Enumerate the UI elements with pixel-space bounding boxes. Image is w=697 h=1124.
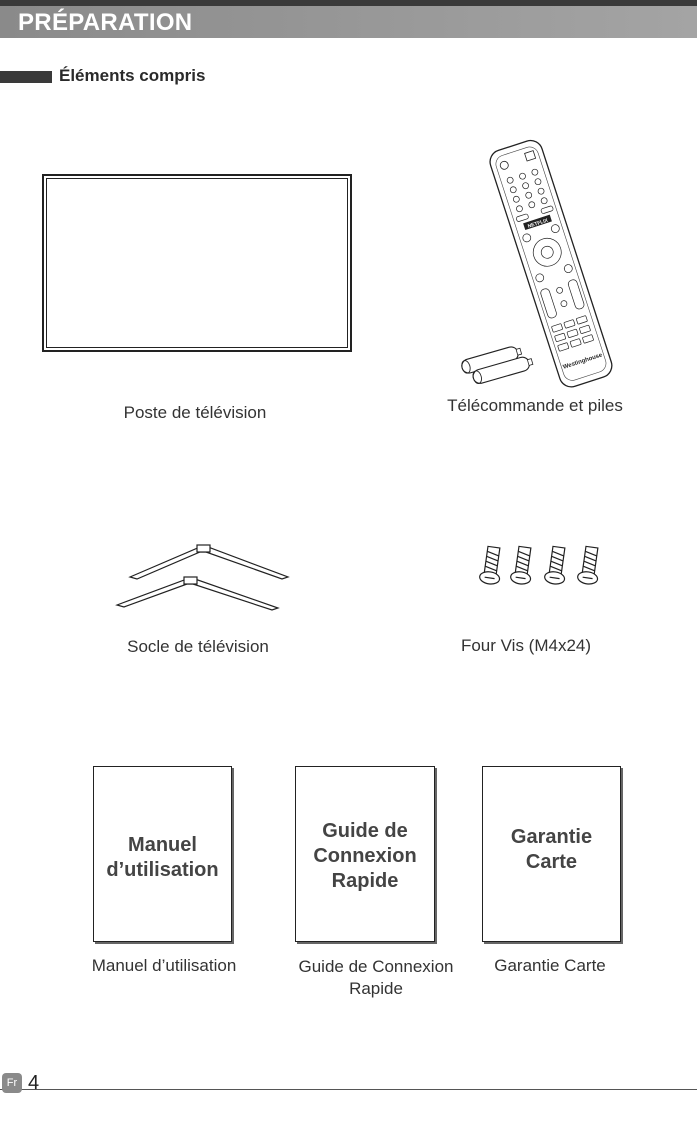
screw-icon [510, 546, 535, 585]
remote-netflix-label: NETFLIX [527, 217, 549, 230]
quick-guide-caption-line2: Rapide [349, 979, 403, 998]
footer-rule [0, 1089, 697, 1090]
screw-icon [577, 546, 602, 585]
quick-guide-cover-line3: Rapide [331, 870, 399, 892]
manual-cover-line1: Manuel [128, 834, 197, 856]
manual-booklet [93, 766, 232, 942]
screw-icon [544, 546, 569, 585]
remote-caption: Télécommande et piles [447, 396, 623, 415]
tv-caption: Poste de télévision [123, 403, 267, 422]
remote-brand-label: Westinghouse [562, 352, 604, 371]
manual-cover-line2: d’utilisation [106, 859, 219, 881]
quick-guide-caption [276, 956, 476, 1000]
page-number: 4 [28, 1072, 40, 1094]
warranty-card [482, 766, 621, 942]
quick-guide-booklet [295, 766, 435, 942]
screw-icon [479, 546, 504, 585]
manual-caption: Manuel d’utilisation [91, 956, 237, 975]
screws-caption: Four Vis (M4x24) [460, 636, 592, 655]
warranty-cover-line1: Garantie [510, 826, 593, 848]
quick-guide-cover-line1: Guide de [322, 820, 408, 842]
language-badge: Fr [2, 1073, 22, 1093]
quick-guide-caption-line1: Guide de Connexion [298, 957, 454, 976]
warranty-cover-line2: Carte [525, 851, 578, 873]
stand-caption: Socle de télévision [127, 637, 269, 656]
section-title: Éléments compris [59, 66, 206, 85]
page-title: PRÉPARATION [18, 9, 193, 36]
quick-guide-cover-line2: Connexion [313, 845, 417, 867]
warranty-caption: Garantie Carte [494, 956, 606, 975]
